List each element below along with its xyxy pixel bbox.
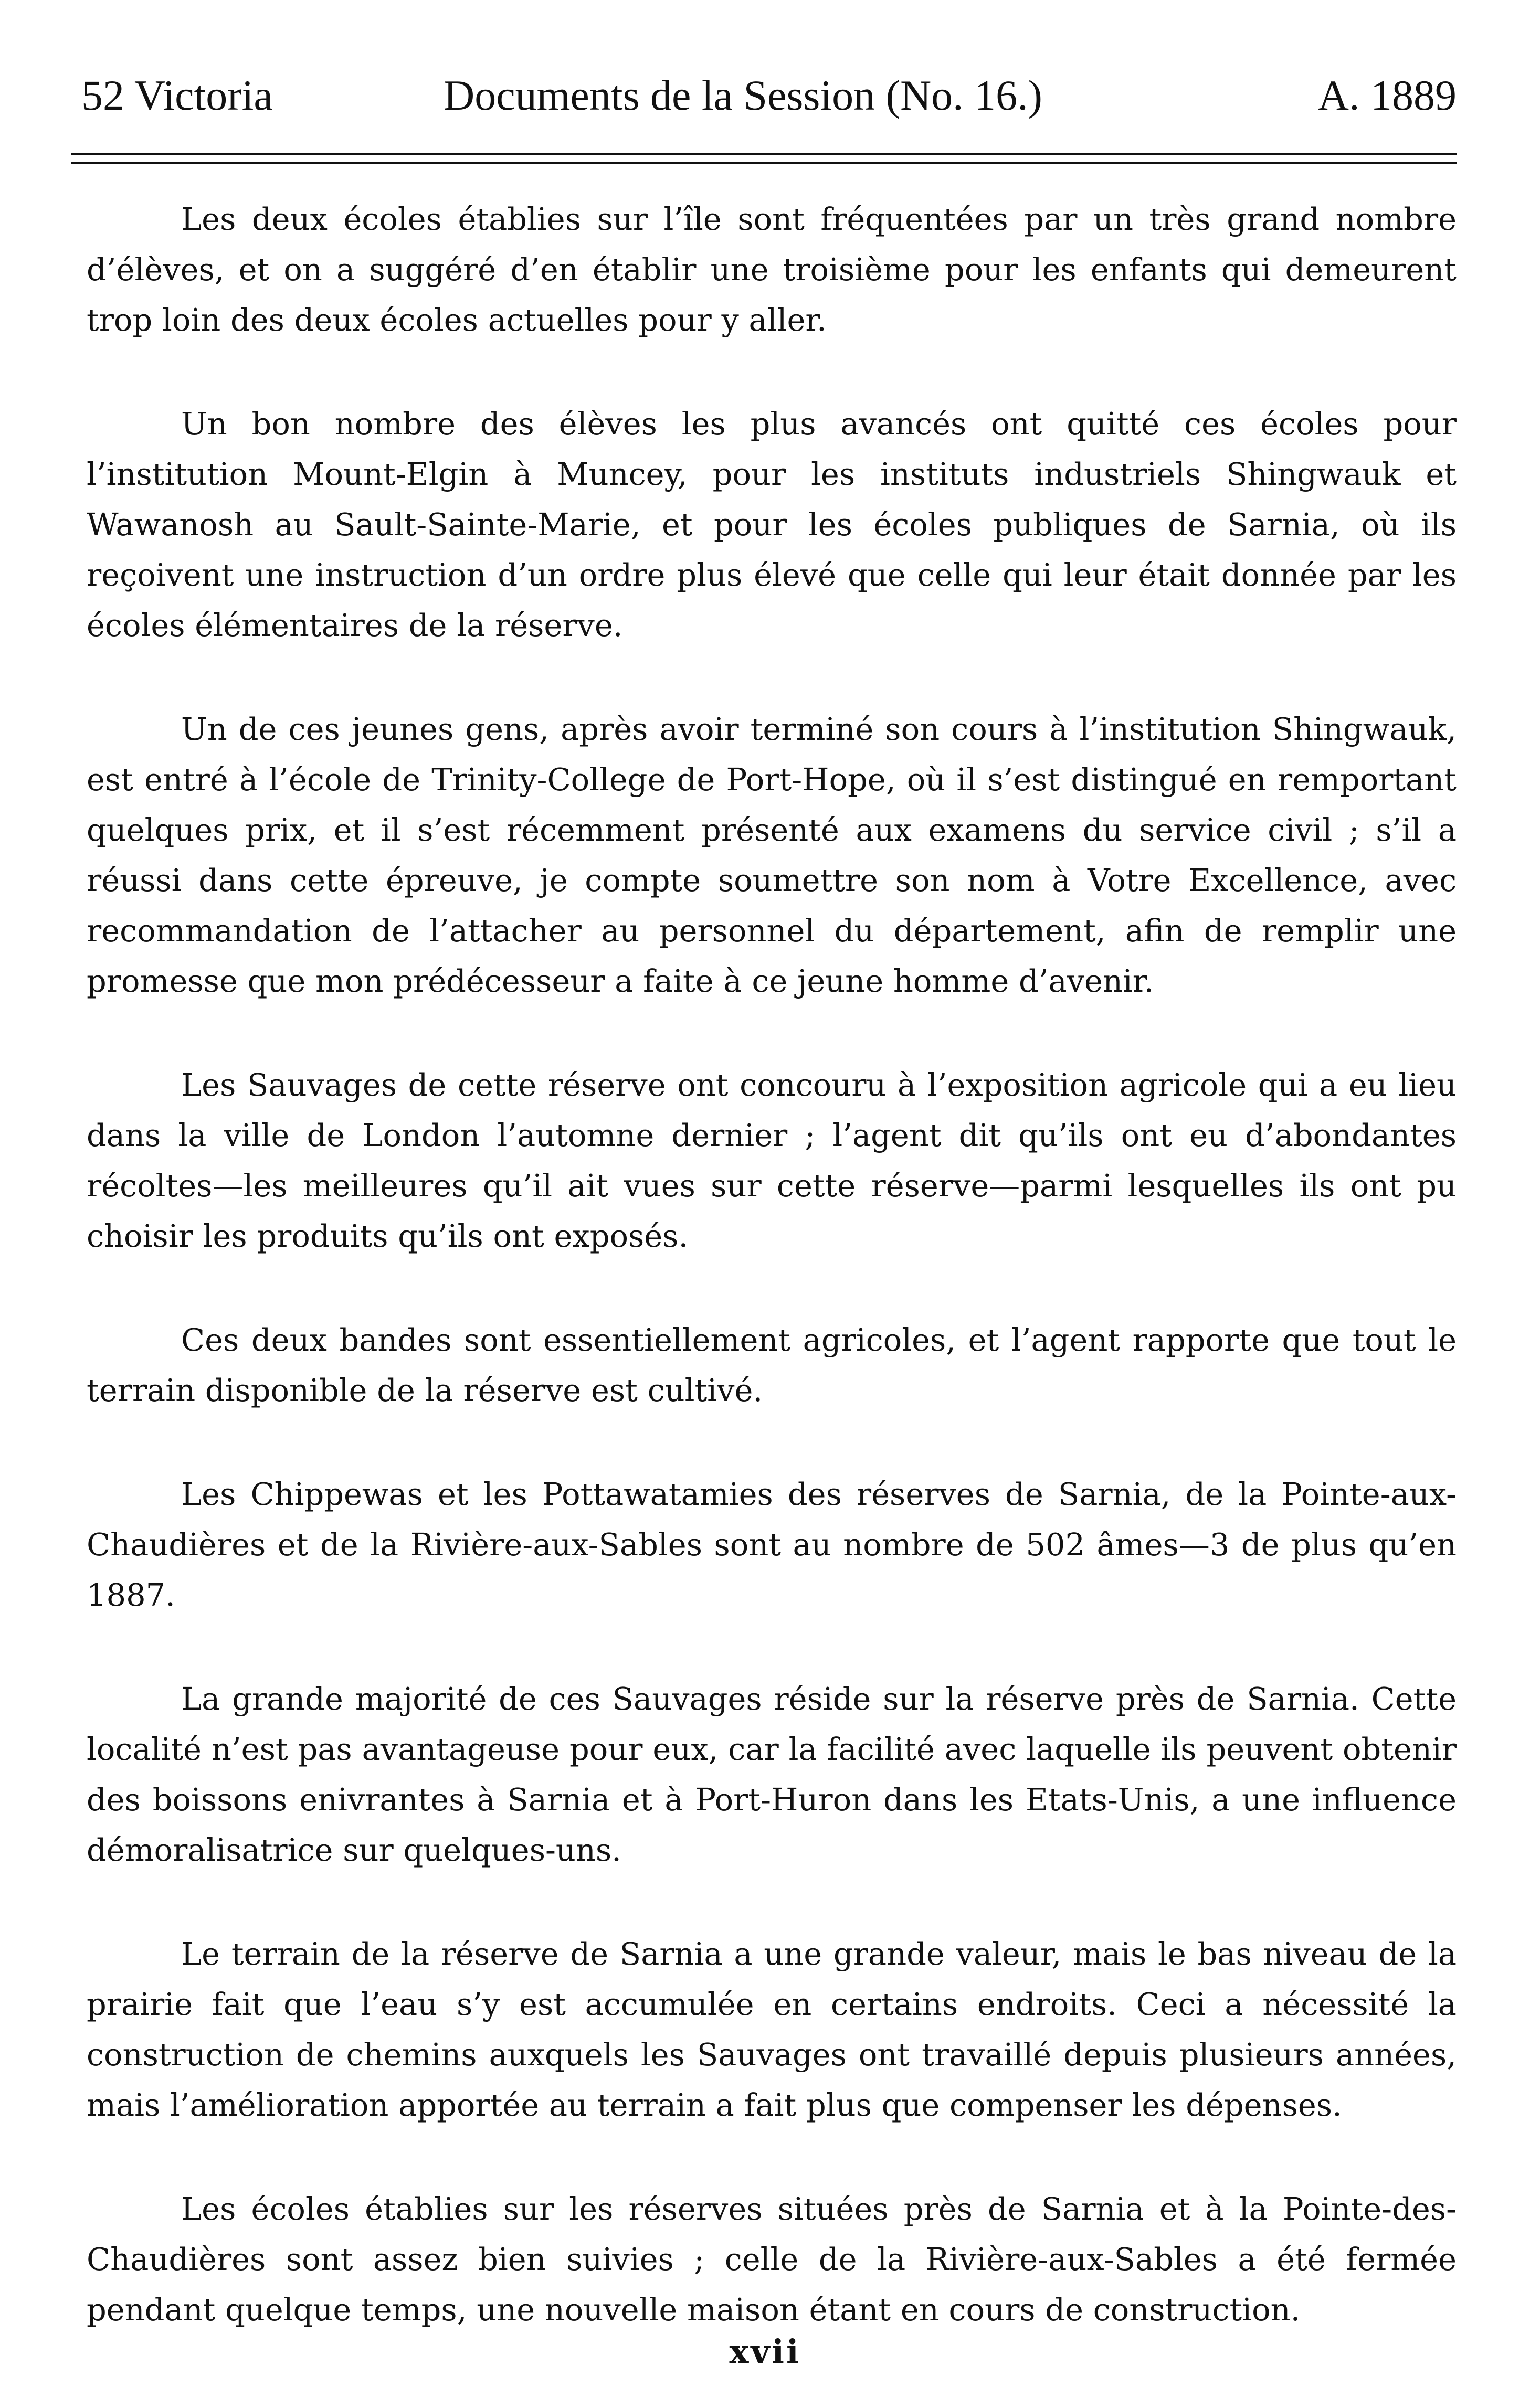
paragraph: Le terrain de la réserve de Sarnia a une grande valeur, mais le bas niveau de la prairie fait que l’eau s’y est accumulée en certains endroits. Ceci a nécessité la construction de chemins auxquels les Sauvages ont travaillé depuis plusieurs années, mais l’amélioration apportée au terrain a fait plus que compenser les dépenses. [87,1936,1457,2123]
paragraph: Les écoles établies sur les réserves situées près de Sarnia et à la Pointe-des-Chaudières sont assez bien suivies ; celle de la Rivière-aux-Sables a été fermée pendant quelque temps, une nouvelle maison étant en cours de construction. [87,2191,1457,2328]
paragraph: Les Sauvages de cette réserve ont concouru à l’exposition agricole qui a eu lieu dans la ville de London l’automne dernier ; l’agent dit qu’ils ont eu d’abondantes récoltes—les meilleures qu’il ait vues sur cette réserve—parmi lesquelles ils ont pu choisir les produits qu’ils ont exposés. [87,1067,1457,1254]
header-title: Documents de la Session (No. 16.) [444,71,1042,119]
body-text [87,194,1457,2389]
paragraph: Les deux écoles établies sur l’île sont fréquentées par un très grand nombre d’élèves, et on a suggéré d’en établir une troisième pour les enfants qui demeurent trop loin des deux écoles actuelles pour y aller. [87,201,1457,338]
header-volume: 52 Victoria [81,71,273,119]
header-rule-top [71,153,1457,155]
paragraph: La grande majorité de ces Sauvages réside sur la réserve près de Sarnia. Cette localité n’est pas avantageuse pour eux, car la facilité avec laquelle ils peuvent obtenir des boissons enivrantes à Sarnia et à Port-Huron dans les Etats-Unis, a une influence démoralisatrice sur quelques-uns. [87,1681,1457,1868]
header-year: A. 1889 [1317,71,1457,119]
paragraph: Ces deux bandes sont essentiellement agricoles, et l’agent rapporte que tout le terrain disponible de la réserve est cultivé. [87,1322,1457,1408]
paragraph: Les Chippewas et les Pottawatamies des réserves de Sarnia, de la Pointe-aux-Chaudières et de la Rivière-aux-Sables sont au nombre de 502 âmes—3 de plus qu’en 1887. [87,1476,1457,1613]
paragraph: Un bon nombre des élèves les plus avancés ont quitté ces écoles pour l’institution Mount-Elgin à Muncey, pour les instituts industriels Shingwauk et Wawanosh au Sault-Sainte-Marie, et pour les écoles publiques de Sarnia, où ils reçoivent une instruction d’un ordre plus élevé que celle qui leur était donnée par les écoles élémentaires de la réserve. [87,406,1457,643]
header-rule-bottom [71,162,1457,164]
page-header [71,71,1459,129]
paragraph: Un de ces jeunes gens, après avoir terminé son cours à l’institution Shingwauk, est entré à l’école de Trinity-College de Port-Hope, où il s’est distingué en remportant quelques prix, et il s’est récemment présenté aux examens du service civil ; s’il a réussi dans cette épreuve, je compte soumettre son nom à Votre Excellence, avec recommandation de l’attacher au personnel du département, afin de remplir une promesse que mon prédécesseur a faite à ce jeune homme d’avenir. [87,711,1457,999]
page-number: xvii [729,2332,801,2371]
